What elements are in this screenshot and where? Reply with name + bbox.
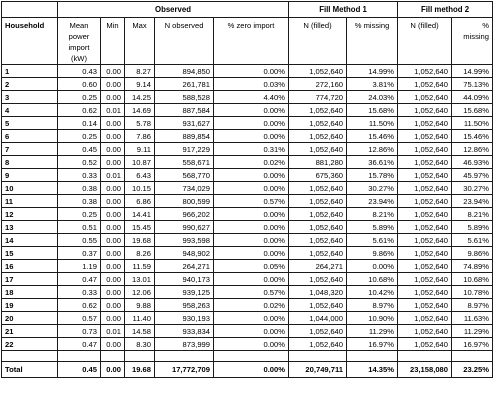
cell-f1-pct-missing: 15.46% xyxy=(347,130,398,143)
table-row xyxy=(2,156,493,169)
cell-pct-zero-import: 0.00% xyxy=(214,247,289,260)
total-row xyxy=(2,362,493,378)
cell-n-observed: 558,671 xyxy=(155,156,214,169)
cell-f1-pct-missing: 10.68% xyxy=(347,273,398,286)
cell-n-observed: 966,202 xyxy=(155,208,214,221)
cell-f1-pct-missing: 12.86% xyxy=(347,143,398,156)
cell-mean: 0.62 xyxy=(58,299,101,312)
corner-cell xyxy=(2,2,58,18)
cell-f2-pct-missing: 12.86% xyxy=(452,143,493,156)
cell-household: 12 xyxy=(2,208,58,221)
cell-max: 14.25 xyxy=(125,91,155,104)
cell-household: 22 xyxy=(2,338,58,351)
table-row xyxy=(2,312,493,325)
cell-mean: 0.73 xyxy=(58,325,101,338)
spacer-cell xyxy=(101,351,125,362)
household-data-table xyxy=(1,1,493,378)
cell-f2-n-filled: 1,052,640 xyxy=(398,221,452,234)
cell-max: 10.87 xyxy=(125,156,155,169)
cell-f2-pct-missing: 14.99% xyxy=(452,65,493,78)
cell-f2-pct-missing: 5.61% xyxy=(452,234,493,247)
cell-f2-n-filled: 1,052,640 xyxy=(398,182,452,195)
cell-f2-n-filled: 1,052,640 xyxy=(398,247,452,260)
cell-f1-n-filled: 1,052,640 xyxy=(289,325,347,338)
cell-min: 0.00 xyxy=(101,221,125,234)
cell-household: 15 xyxy=(2,247,58,260)
cell-f1-pct-missing: 30.27% xyxy=(347,182,398,195)
cell-max: 15.45 xyxy=(125,221,155,234)
cell-pct-zero-import: 0.00% xyxy=(214,273,289,286)
cell-min: 0.00 xyxy=(101,299,125,312)
cell-min: 0.00 xyxy=(101,182,125,195)
table-row xyxy=(2,91,493,104)
column-header-row xyxy=(2,18,493,65)
cell-f2-pct-missing: 8.21% xyxy=(452,208,493,221)
cell-pct-zero-import: 0.02% xyxy=(214,156,289,169)
cell-household: 11 xyxy=(2,195,58,208)
cell-f1-pct-missing: 16.97% xyxy=(347,338,398,351)
cell-mean: 0.52 xyxy=(58,156,101,169)
cell-f1-pct-missing: 8.21% xyxy=(347,208,398,221)
cell-min: 0.00 xyxy=(101,247,125,260)
cell-f1-pct-missing: 3.81% xyxy=(347,78,398,91)
cell-mean: 1.19 xyxy=(58,260,101,273)
cell-f1-pct-missing: 14.99% xyxy=(347,65,398,78)
cell-n-observed: 930,193 xyxy=(155,312,214,325)
cell-f2-pct-missing: 45.97% xyxy=(452,169,493,182)
total-max: 19.68 xyxy=(125,362,155,378)
cell-min: 0.01 xyxy=(101,169,125,182)
table-row xyxy=(2,286,493,299)
col-header-min: Min xyxy=(101,18,125,65)
cell-max: 5.78 xyxy=(125,117,155,130)
cell-max: 6.43 xyxy=(125,169,155,182)
group-header-fill-method-1: Fill Method 1 xyxy=(289,2,398,18)
cell-f2-n-filled: 1,052,640 xyxy=(398,234,452,247)
cell-pct-zero-import: 0.02% xyxy=(214,299,289,312)
table-row xyxy=(2,78,493,91)
cell-f1-n-filled: 1,052,640 xyxy=(289,130,347,143)
cell-f2-n-filled: 1,052,640 xyxy=(398,312,452,325)
cell-f1-n-filled: 264,271 xyxy=(289,260,347,273)
cell-max: 7.86 xyxy=(125,130,155,143)
col-header-pct-zero-import: % zero import xyxy=(214,18,289,65)
cell-pct-zero-import: 0.00% xyxy=(214,169,289,182)
col-header-household: Household xyxy=(2,18,58,65)
cell-pct-zero-import: 0.00% xyxy=(214,325,289,338)
col-header-f2-n-filled: N (filled) xyxy=(398,18,452,65)
cell-mean: 0.43 xyxy=(58,65,101,78)
cell-f2-pct-missing: 15.68% xyxy=(452,104,493,117)
cell-household: 8 xyxy=(2,156,58,169)
cell-household: 4 xyxy=(2,104,58,117)
cell-max: 13.01 xyxy=(125,273,155,286)
cell-mean: 0.25 xyxy=(58,130,101,143)
cell-n-observed: 264,271 xyxy=(155,260,214,273)
spacer-cell xyxy=(155,351,214,362)
total-n-observed: 17,772,709 xyxy=(155,362,214,378)
col-header-n-observed: N observed xyxy=(155,18,214,65)
cell-n-observed: 993,598 xyxy=(155,234,214,247)
cell-household: 2 xyxy=(2,78,58,91)
cell-min: 0.00 xyxy=(101,156,125,169)
cell-f1-pct-missing: 5.61% xyxy=(347,234,398,247)
cell-f2-n-filled: 1,052,640 xyxy=(398,208,452,221)
cell-f1-n-filled: 1,052,640 xyxy=(289,247,347,260)
cell-f1-pct-missing: 11.50% xyxy=(347,117,398,130)
cell-pct-zero-import: 0.00% xyxy=(214,130,289,143)
cell-n-observed: 800,599 xyxy=(155,195,214,208)
cell-mean: 0.25 xyxy=(58,91,101,104)
table-row xyxy=(2,195,493,208)
cell-max: 11.59 xyxy=(125,260,155,273)
cell-f2-n-filled: 1,052,640 xyxy=(398,143,452,156)
cell-min: 0.00 xyxy=(101,130,125,143)
cell-min: 0.00 xyxy=(101,117,125,130)
cell-f2-n-filled: 1,052,640 xyxy=(398,195,452,208)
cell-n-observed: 958,263 xyxy=(155,299,214,312)
spacer-cell xyxy=(289,351,347,362)
cell-household: 7 xyxy=(2,143,58,156)
cell-household: 17 xyxy=(2,273,58,286)
cell-min: 0.00 xyxy=(101,91,125,104)
cell-min: 0.01 xyxy=(101,104,125,117)
cell-f1-n-filled: 1,052,640 xyxy=(289,208,347,221)
cell-pct-zero-import: 0.03% xyxy=(214,78,289,91)
table-row xyxy=(2,208,493,221)
spacer-cell xyxy=(2,351,58,362)
cell-f2-pct-missing: 11.29% xyxy=(452,325,493,338)
total-pct-zero-import: 0.00% xyxy=(214,362,289,378)
cell-f2-n-filled: 1,052,640 xyxy=(398,130,452,143)
table-row xyxy=(2,325,493,338)
cell-max: 9.88 xyxy=(125,299,155,312)
cell-pct-zero-import: 0.00% xyxy=(214,182,289,195)
cell-f1-n-filled: 1,052,640 xyxy=(289,104,347,117)
table-row xyxy=(2,130,493,143)
cell-f1-pct-missing: 0.00% xyxy=(347,260,398,273)
cell-pct-zero-import: 0.00% xyxy=(214,104,289,117)
cell-n-observed: 990,627 xyxy=(155,221,214,234)
cell-max: 19.68 xyxy=(125,234,155,247)
table-row xyxy=(2,338,493,351)
total-f1-pct-missing: 14.35% xyxy=(347,362,398,378)
cell-min: 0.01 xyxy=(101,325,125,338)
cell-mean: 0.37 xyxy=(58,247,101,260)
total-f2-n-filled: 23,158,080 xyxy=(398,362,452,378)
cell-f2-pct-missing: 74.89% xyxy=(452,260,493,273)
cell-n-observed: 261,781 xyxy=(155,78,214,91)
cell-min: 0.00 xyxy=(101,234,125,247)
col-header-mean: Mean power import (kW) xyxy=(58,18,101,65)
cell-household: 3 xyxy=(2,91,58,104)
total-mean: 0.45 xyxy=(58,362,101,378)
cell-f1-pct-missing: 8.97% xyxy=(347,299,398,312)
cell-max: 8.26 xyxy=(125,247,155,260)
table-row xyxy=(2,260,493,273)
cell-f2-n-filled: 1,052,640 xyxy=(398,169,452,182)
cell-household: 10 xyxy=(2,182,58,195)
cell-mean: 0.60 xyxy=(58,78,101,91)
cell-min: 0.00 xyxy=(101,273,125,286)
cell-n-observed: 588,528 xyxy=(155,91,214,104)
cell-f1-n-filled: 1,052,640 xyxy=(289,65,347,78)
cell-f1-n-filled: 1,052,640 xyxy=(289,195,347,208)
cell-f1-n-filled: 1,052,640 xyxy=(289,273,347,286)
cell-f2-pct-missing: 10.68% xyxy=(452,273,493,286)
cell-f2-pct-missing: 30.27% xyxy=(452,182,493,195)
cell-f1-n-filled: 1,052,640 xyxy=(289,338,347,351)
cell-mean: 0.47 xyxy=(58,338,101,351)
table-row xyxy=(2,299,493,312)
cell-mean: 0.25 xyxy=(58,208,101,221)
cell-f2-n-filled: 1,052,640 xyxy=(398,338,452,351)
table-row xyxy=(2,104,493,117)
cell-f1-pct-missing: 15.78% xyxy=(347,169,398,182)
cell-f1-pct-missing: 15.68% xyxy=(347,104,398,117)
cell-household: 6 xyxy=(2,130,58,143)
cell-n-observed: 873,999 xyxy=(155,338,214,351)
cell-f1-n-filled: 1,052,640 xyxy=(289,234,347,247)
cell-f1-n-filled: 881,280 xyxy=(289,156,347,169)
cell-f1-n-filled: 675,360 xyxy=(289,169,347,182)
cell-pct-zero-import: 0.57% xyxy=(214,195,289,208)
cell-household: 14 xyxy=(2,234,58,247)
table-body xyxy=(2,65,493,378)
cell-household: 18 xyxy=(2,286,58,299)
cell-f1-pct-missing: 24.03% xyxy=(347,91,398,104)
group-header-observed: Observed xyxy=(58,2,289,18)
cell-f1-n-filled: 1,052,640 xyxy=(289,221,347,234)
cell-mean: 0.51 xyxy=(58,221,101,234)
cell-min: 0.00 xyxy=(101,260,125,273)
cell-min: 0.00 xyxy=(101,65,125,78)
group-header-row xyxy=(2,2,493,18)
cell-max: 6.86 xyxy=(125,195,155,208)
cell-n-observed: 734,029 xyxy=(155,182,214,195)
cell-f1-pct-missing: 10.42% xyxy=(347,286,398,299)
cell-f1-n-filled: 1,052,640 xyxy=(289,182,347,195)
cell-f2-n-filled: 1,052,640 xyxy=(398,260,452,273)
cell-f2-pct-missing: 8.97% xyxy=(452,299,493,312)
cell-f1-pct-missing: 9.86% xyxy=(347,247,398,260)
cell-household: 5 xyxy=(2,117,58,130)
cell-f1-n-filled: 1,052,640 xyxy=(289,117,347,130)
cell-f2-n-filled: 1,052,640 xyxy=(398,104,452,117)
spacer-cell xyxy=(452,351,493,362)
group-header-fill-method-2: Fill method 2 xyxy=(398,2,493,18)
cell-n-observed: 931,627 xyxy=(155,117,214,130)
col-header-max: Max xyxy=(125,18,155,65)
cell-f1-n-filled: 272,160 xyxy=(289,78,347,91)
cell-n-observed: 568,770 xyxy=(155,169,214,182)
cell-mean: 0.55 xyxy=(58,234,101,247)
cell-mean: 0.62 xyxy=(58,104,101,117)
cell-household: 13 xyxy=(2,221,58,234)
cell-mean: 0.47 xyxy=(58,273,101,286)
cell-mean: 0.33 xyxy=(58,169,101,182)
spacer-row xyxy=(2,351,493,362)
cell-min: 0.00 xyxy=(101,208,125,221)
cell-n-observed: 887,584 xyxy=(155,104,214,117)
cell-mean: 0.57 xyxy=(58,312,101,325)
spacer-cell xyxy=(58,351,101,362)
cell-f2-n-filled: 1,052,640 xyxy=(398,117,452,130)
cell-pct-zero-import: 0.31% xyxy=(214,143,289,156)
cell-f2-pct-missing: 16.97% xyxy=(452,338,493,351)
cell-max: 8.30 xyxy=(125,338,155,351)
cell-max: 12.06 xyxy=(125,286,155,299)
cell-min: 0.00 xyxy=(101,195,125,208)
table-row xyxy=(2,247,493,260)
cell-pct-zero-import: 0.00% xyxy=(214,221,289,234)
cell-mean: 0.45 xyxy=(58,143,101,156)
cell-pct-zero-import: 0.00% xyxy=(214,117,289,130)
cell-mean: 0.38 xyxy=(58,195,101,208)
cell-f2-pct-missing: 46.93% xyxy=(452,156,493,169)
cell-f2-n-filled: 1,052,640 xyxy=(398,78,452,91)
cell-f2-pct-missing: 23.94% xyxy=(452,195,493,208)
cell-pct-zero-import: 0.00% xyxy=(214,65,289,78)
cell-n-observed: 933,834 xyxy=(155,325,214,338)
cell-n-observed: 940,173 xyxy=(155,273,214,286)
cell-household: 16 xyxy=(2,260,58,273)
cell-household: 9 xyxy=(2,169,58,182)
spacer-cell xyxy=(398,351,452,362)
cell-max: 9.14 xyxy=(125,78,155,91)
cell-max: 8.27 xyxy=(125,65,155,78)
cell-pct-zero-import: 0.05% xyxy=(214,260,289,273)
cell-household: 21 xyxy=(2,325,58,338)
spacer-cell xyxy=(125,351,155,362)
cell-min: 0.00 xyxy=(101,143,125,156)
cell-f1-n-filled: 1,048,320 xyxy=(289,286,347,299)
cell-max: 14.69 xyxy=(125,104,155,117)
cell-f1-n-filled: 1,052,640 xyxy=(289,143,347,156)
cell-pct-zero-import: 0.00% xyxy=(214,234,289,247)
table-row xyxy=(2,182,493,195)
spacer-cell xyxy=(347,351,398,362)
table-row xyxy=(2,169,493,182)
cell-f2-pct-missing: 11.50% xyxy=(452,117,493,130)
cell-max: 9.11 xyxy=(125,143,155,156)
cell-f1-pct-missing: 23.94% xyxy=(347,195,398,208)
cell-f2-pct-missing: 44.09% xyxy=(452,91,493,104)
total-min: 0.00 xyxy=(101,362,125,378)
table-row xyxy=(2,117,493,130)
cell-n-observed: 894,850 xyxy=(155,65,214,78)
cell-household: 20 xyxy=(2,312,58,325)
cell-n-observed: 948,902 xyxy=(155,247,214,260)
table-row xyxy=(2,143,493,156)
table-row xyxy=(2,234,493,247)
cell-f2-n-filled: 1,052,640 xyxy=(398,273,452,286)
cell-pct-zero-import: 0.00% xyxy=(214,312,289,325)
cell-f2-n-filled: 1,052,640 xyxy=(398,286,452,299)
total-f1-n-filled: 20,749,711 xyxy=(289,362,347,378)
cell-f1-pct-missing: 11.29% xyxy=(347,325,398,338)
cell-household: 19 xyxy=(2,299,58,312)
cell-f2-pct-missing: 5.89% xyxy=(452,221,493,234)
cell-mean: 0.14 xyxy=(58,117,101,130)
cell-f2-pct-missing: 11.63% xyxy=(452,312,493,325)
cell-f2-n-filled: 1,052,640 xyxy=(398,91,452,104)
cell-min: 0.00 xyxy=(101,338,125,351)
cell-f2-n-filled: 1,052,640 xyxy=(398,65,452,78)
col-header-f1-pct-missing: % missing xyxy=(347,18,398,65)
cell-mean: 0.33 xyxy=(58,286,101,299)
cell-f2-n-filled: 1,052,640 xyxy=(398,156,452,169)
cell-mean: 0.38 xyxy=(58,182,101,195)
cell-max: 14.41 xyxy=(125,208,155,221)
cell-min: 0.00 xyxy=(101,312,125,325)
col-header-f2-pct-missing: % missing xyxy=(452,18,493,65)
cell-pct-zero-import: 0.00% xyxy=(214,208,289,221)
cell-pct-zero-import: 0.00% xyxy=(214,338,289,351)
col-header-f1-n-filled: N (filled) xyxy=(289,18,347,65)
cell-min: 0.00 xyxy=(101,286,125,299)
cell-f2-pct-missing: 15.46% xyxy=(452,130,493,143)
table-row xyxy=(2,65,493,78)
table-row xyxy=(2,221,493,234)
total-f2-pct-missing: 23.25% xyxy=(452,362,493,378)
cell-n-observed: 917,229 xyxy=(155,143,214,156)
cell-n-observed: 889,854 xyxy=(155,130,214,143)
cell-max: 10.15 xyxy=(125,182,155,195)
cell-f1-n-filled: 1,052,640 xyxy=(289,299,347,312)
cell-f2-pct-missing: 9.86% xyxy=(452,247,493,260)
cell-f2-n-filled: 1,052,640 xyxy=(398,299,452,312)
cell-f2-pct-missing: 10.78% xyxy=(452,286,493,299)
cell-max: 11.40 xyxy=(125,312,155,325)
cell-pct-zero-import: 0.57% xyxy=(214,286,289,299)
cell-f1-pct-missing: 10.90% xyxy=(347,312,398,325)
table-row xyxy=(2,273,493,286)
cell-max: 14.58 xyxy=(125,325,155,338)
cell-n-observed: 939,125 xyxy=(155,286,214,299)
cell-f1-pct-missing: 5.89% xyxy=(347,221,398,234)
cell-f2-n-filled: 1,052,640 xyxy=(398,325,452,338)
cell-min: 0.00 xyxy=(101,78,125,91)
cell-f1-pct-missing: 36.61% xyxy=(347,156,398,169)
total-household: Total xyxy=(2,362,58,378)
cell-f1-n-filled: 1,044,000 xyxy=(289,312,347,325)
cell-f2-pct-missing: 75.13% xyxy=(452,78,493,91)
spacer-cell xyxy=(214,351,289,362)
cell-pct-zero-import: 4.40% xyxy=(214,91,289,104)
cell-f1-n-filled: 774,720 xyxy=(289,91,347,104)
cell-household: 1 xyxy=(2,65,58,78)
